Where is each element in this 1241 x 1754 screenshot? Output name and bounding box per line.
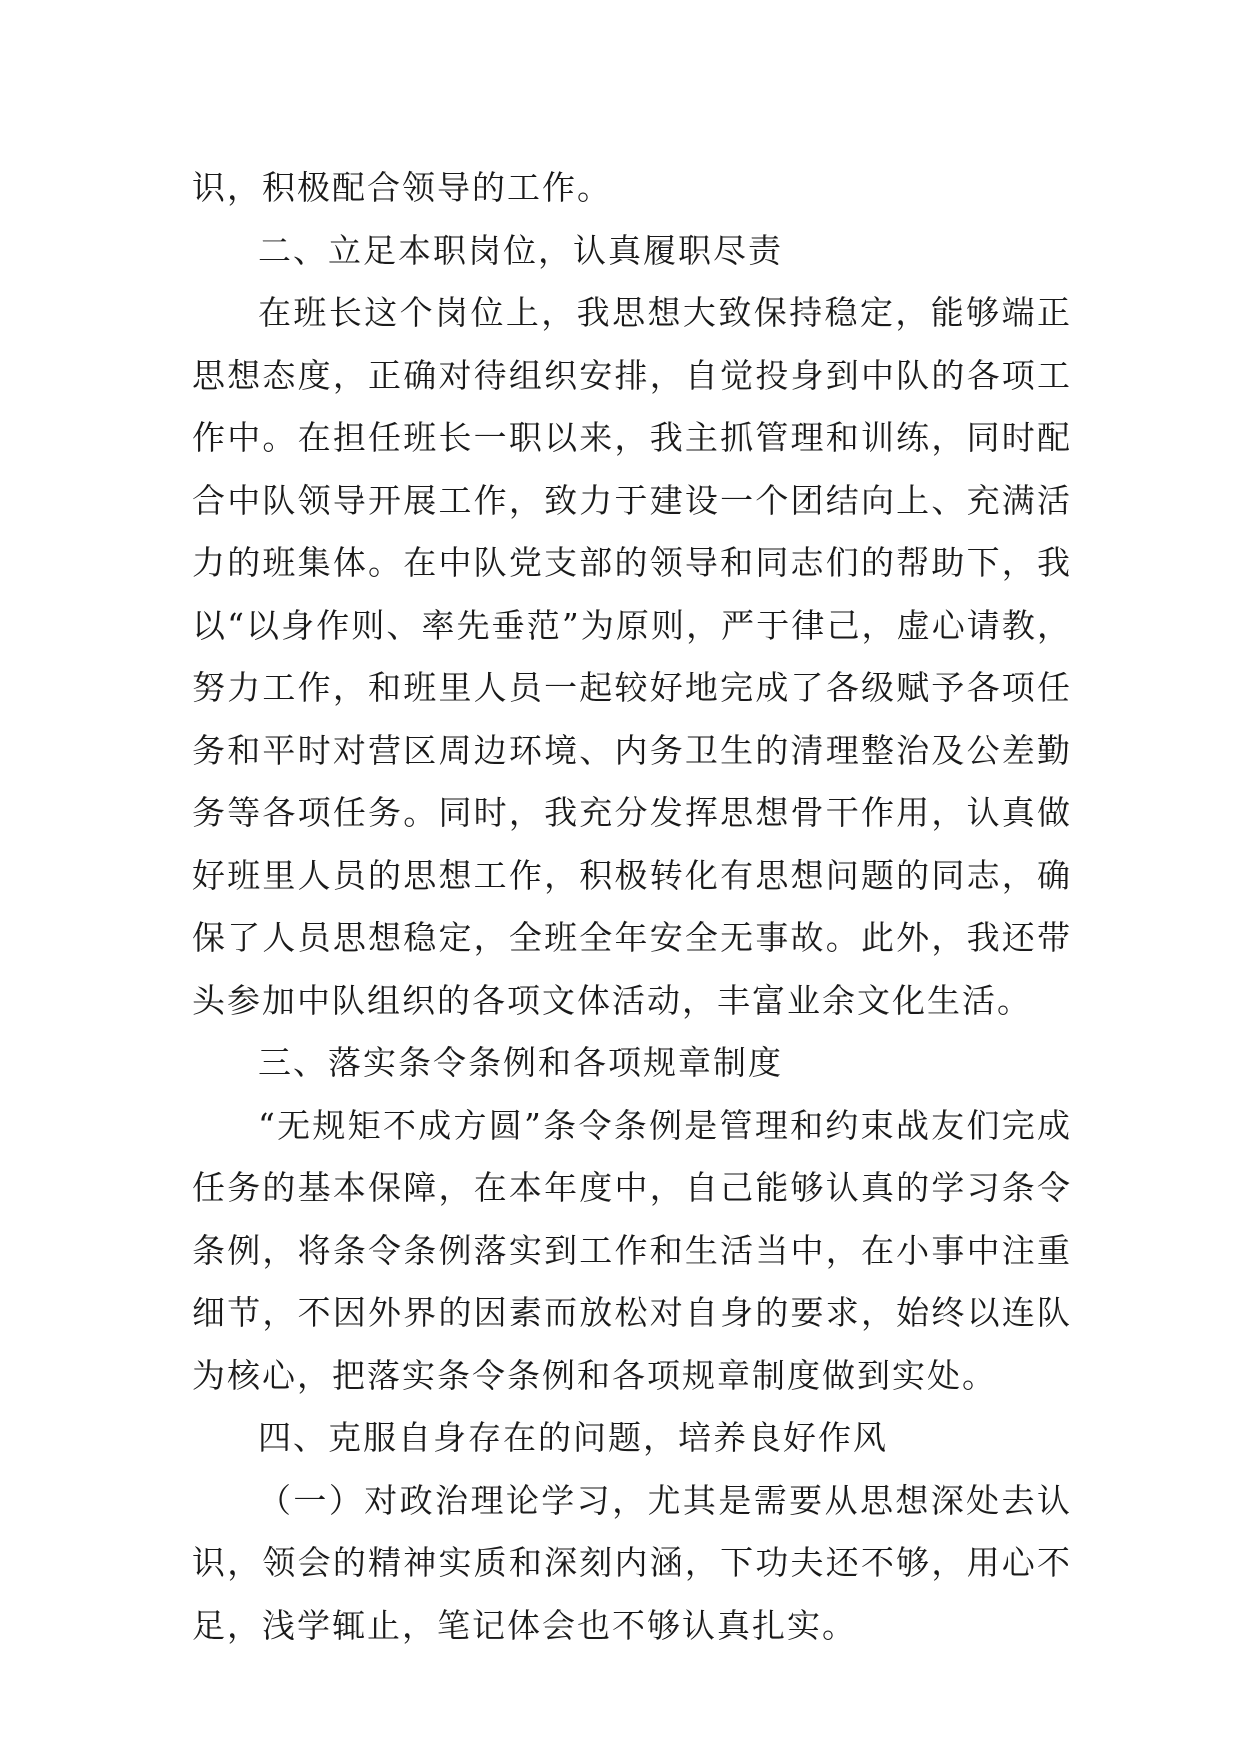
document-body xyxy=(192,157,1072,1657)
paragraph-section-2: 在班长这个岗位上，我思想大致保持稳定，能够端正思想态度，正确对待组织安排，自觉投身到中队的各项工作中。在担任班长一职以来，我主抓管理和训练，同时配合中队领导开展工作，致力于建设一个团结向上、充满活力的班集体。在中队党支部的领导和同志们的帮助下，我以“以身作则、率先垂范”为原则，严于律己，虚心请教，努力工作，和班里人员一起较好地完成了各级赋予各项任务和平时对营区周边环境、内务卫生的清理整治及公差勤务等各项任务。同时，我充分发挥思想骨干作用，认真做好班里人员的思想工作，积极转化有思想问题的同志，确保了人员思想稳定，全班全年安全无事故。此外，我还带头参加中队组织的各项文体活动，丰富业余文化生活。 xyxy=(192,293,1072,1020)
paragraph-continuation: 识，积极配合领导的工作。 xyxy=(192,168,612,207)
section-heading-3: 三、落实条令条例和各项规章制度 xyxy=(258,1043,783,1082)
paragraph-section-3: “无规矩不成方圆”条令条例是管理和约束战友们完成任务的基本保障，在本年度中，自己能够认真的学习条令条例，将条令条例落实到工作和生活当中，在小事中注重细节，不因外界的因素而放松对自身的要求，始终以连队为核心，把落实条令条例和各项规章制度做到实处。 xyxy=(192,1105,1072,1395)
paragraph-section-4-item-1: （一）对政治理论学习，尤其是需要从思想深处去认识，领会的精神实质和深刻内涵，下功夫还不够，用心不足，浅学辄止，笔记体会也不够认真扎实。 xyxy=(192,1480,1072,1645)
section-heading-4: 四、克服自身存在的问题，培养良好作风 xyxy=(258,1418,888,1457)
section-heading-2: 二、立足本职岗位，认真履职尽责 xyxy=(258,230,783,270)
